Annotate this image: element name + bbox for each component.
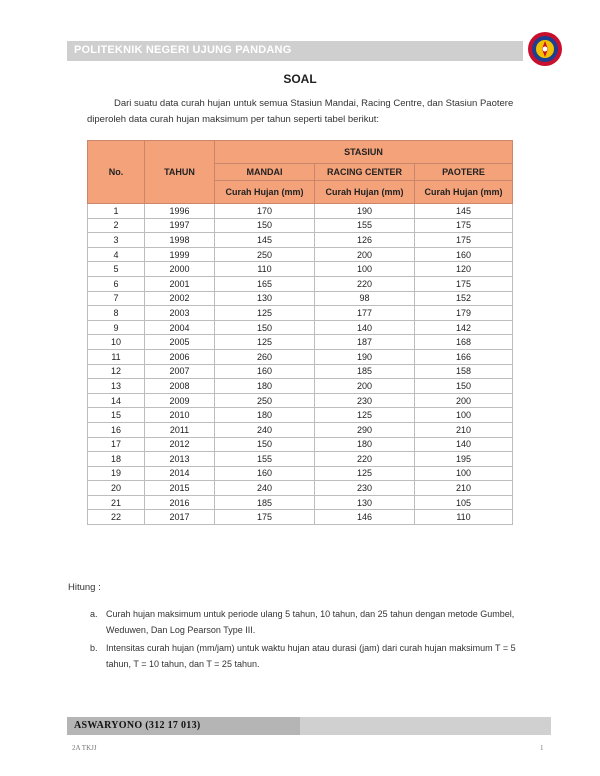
footer-author: ASWARYONO (312 17 013) bbox=[74, 720, 201, 731]
questions-heading: Hitung : bbox=[68, 582, 101, 593]
question-item-a bbox=[90, 606, 530, 638]
rainfall-table bbox=[87, 140, 513, 525]
cell-racing-center: 180 bbox=[315, 437, 415, 452]
page-number: 1 bbox=[540, 744, 544, 752]
table-row bbox=[88, 422, 513, 437]
intro-line-1: Dari suatu data curah hujan untuk semua Stasiun Mandai, Racing Centre, dan Stasiun Paotere bbox=[114, 98, 514, 109]
cell-tahun: 2006 bbox=[145, 349, 215, 364]
table-row bbox=[88, 379, 513, 394]
col-header-mandai: MANDAI bbox=[215, 164, 315, 181]
cell-mandai: 150 bbox=[215, 437, 315, 452]
cell-no: 13 bbox=[88, 379, 145, 394]
cell-mandai: 125 bbox=[215, 306, 315, 321]
unit-header-racing-center: Curah Hujan (mm) bbox=[315, 181, 415, 204]
cell-mandai: 160 bbox=[215, 364, 315, 379]
cell-no: 18 bbox=[88, 452, 145, 467]
intro-line-2: diperoleh data curah hujan maksimum per tahun seperti tabel berikut: bbox=[87, 114, 380, 125]
cell-racing-center: 230 bbox=[315, 481, 415, 496]
cell-paotere: 120 bbox=[415, 262, 513, 277]
cell-paotere: 210 bbox=[415, 422, 513, 437]
cell-racing-center: 230 bbox=[315, 393, 415, 408]
cell-paotere: 200 bbox=[415, 393, 513, 408]
table-row bbox=[88, 364, 513, 379]
cell-racing-center: 200 bbox=[315, 247, 415, 262]
cell-racing-center: 220 bbox=[315, 276, 415, 291]
cell-paotere: 110 bbox=[415, 510, 513, 525]
cell-no: 21 bbox=[88, 495, 145, 510]
table-row bbox=[88, 247, 513, 262]
col-header-no: No. bbox=[88, 141, 145, 204]
cell-no: 19 bbox=[88, 466, 145, 481]
col-header-racing-center: RACING CENTER bbox=[315, 164, 415, 181]
cell-paotere: 175 bbox=[415, 276, 513, 291]
col-header-stasiun: STASIUN bbox=[215, 141, 513, 164]
cell-tahun: 2004 bbox=[145, 320, 215, 335]
cell-racing-center: 125 bbox=[315, 466, 415, 481]
cell-tahun: 2000 bbox=[145, 262, 215, 277]
cell-racing-center: 130 bbox=[315, 495, 415, 510]
cell-racing-center: 185 bbox=[315, 364, 415, 379]
question-marker: b. bbox=[90, 643, 98, 653]
question-marker: a. bbox=[90, 609, 98, 619]
cell-paotere: 100 bbox=[415, 408, 513, 423]
cell-mandai: 125 bbox=[215, 335, 315, 350]
col-header-tahun: TAHUN bbox=[145, 141, 215, 204]
table-row bbox=[88, 495, 513, 510]
cell-paotere: 166 bbox=[415, 349, 513, 364]
cell-tahun: 2016 bbox=[145, 495, 215, 510]
cell-racing-center: 125 bbox=[315, 408, 415, 423]
cell-racing-center: 126 bbox=[315, 233, 415, 248]
question-item-b bbox=[90, 640, 530, 672]
table-row bbox=[88, 452, 513, 467]
table-row bbox=[88, 218, 513, 233]
table-row bbox=[88, 233, 513, 248]
cell-no: 12 bbox=[88, 364, 145, 379]
cell-mandai: 145 bbox=[215, 233, 315, 248]
cell-paotere: 100 bbox=[415, 466, 513, 481]
cell-tahun: 2007 bbox=[145, 364, 215, 379]
cell-racing-center: 220 bbox=[315, 452, 415, 467]
table-row bbox=[88, 291, 513, 306]
cell-paotere: 150 bbox=[415, 379, 513, 394]
cell-tahun: 1999 bbox=[145, 247, 215, 262]
institution-logo-icon bbox=[527, 31, 563, 67]
cell-mandai: 155 bbox=[215, 452, 315, 467]
cell-racing-center: 146 bbox=[315, 510, 415, 525]
table-row bbox=[88, 510, 513, 525]
cell-tahun: 2005 bbox=[145, 335, 215, 350]
cell-paotere: 142 bbox=[415, 320, 513, 335]
table-row bbox=[88, 393, 513, 408]
cell-mandai: 170 bbox=[215, 204, 315, 219]
cell-tahun: 2017 bbox=[145, 510, 215, 525]
cell-no: 6 bbox=[88, 276, 145, 291]
cell-no: 4 bbox=[88, 247, 145, 262]
footer-bar-light bbox=[300, 717, 551, 735]
cell-no: 14 bbox=[88, 393, 145, 408]
cell-tahun: 2014 bbox=[145, 466, 215, 481]
table-body bbox=[88, 204, 513, 525]
cell-racing-center: 187 bbox=[315, 335, 415, 350]
question-text: Intensitas curah hujan (mm/jam) untuk waktu hujan atau durasi (jam) dari curah hujan maksimum T = 5 tahun, T = 10 tahun, dan T = 25 tahun. bbox=[106, 643, 516, 669]
cell-mandai: 240 bbox=[215, 481, 315, 496]
cell-tahun: 2010 bbox=[145, 408, 215, 423]
question-list bbox=[90, 606, 530, 674]
cell-paotere: 152 bbox=[415, 291, 513, 306]
cell-racing-center: 290 bbox=[315, 422, 415, 437]
cell-racing-center: 98 bbox=[315, 291, 415, 306]
cell-paotere: 195 bbox=[415, 452, 513, 467]
cell-mandai: 185 bbox=[215, 495, 315, 510]
cell-racing-center: 177 bbox=[315, 306, 415, 321]
table-row bbox=[88, 320, 513, 335]
cell-tahun: 2015 bbox=[145, 481, 215, 496]
col-header-paotere: PAOTERE bbox=[415, 164, 513, 181]
table-row bbox=[88, 306, 513, 321]
cell-mandai: 175 bbox=[215, 510, 315, 525]
cell-no: 17 bbox=[88, 437, 145, 452]
cell-racing-center: 190 bbox=[315, 349, 415, 364]
cell-paotere: 175 bbox=[415, 218, 513, 233]
cell-paotere: 160 bbox=[415, 247, 513, 262]
cell-mandai: 165 bbox=[215, 276, 315, 291]
cell-no: 10 bbox=[88, 335, 145, 350]
cell-tahun: 2001 bbox=[145, 276, 215, 291]
cell-tahun: 2012 bbox=[145, 437, 215, 452]
footer-class: 2A TKJJ bbox=[72, 744, 97, 752]
cell-mandai: 180 bbox=[215, 379, 315, 394]
unit-header-mandai: Curah Hujan (mm) bbox=[215, 181, 315, 204]
cell-paotere: 158 bbox=[415, 364, 513, 379]
cell-racing-center: 200 bbox=[315, 379, 415, 394]
table-row bbox=[88, 204, 513, 219]
intro-paragraph bbox=[87, 96, 527, 128]
cell-mandai: 130 bbox=[215, 291, 315, 306]
cell-mandai: 250 bbox=[215, 393, 315, 408]
cell-paotere: 105 bbox=[415, 495, 513, 510]
cell-tahun: 1997 bbox=[145, 218, 215, 233]
cell-no: 8 bbox=[88, 306, 145, 321]
cell-mandai: 250 bbox=[215, 247, 315, 262]
cell-no: 2 bbox=[88, 218, 145, 233]
table-row bbox=[88, 276, 513, 291]
cell-tahun: 2009 bbox=[145, 393, 215, 408]
cell-mandai: 150 bbox=[215, 218, 315, 233]
cell-no: 16 bbox=[88, 422, 145, 437]
cell-no: 9 bbox=[88, 320, 145, 335]
cell-tahun: 2011 bbox=[145, 422, 215, 437]
cell-paotere: 168 bbox=[415, 335, 513, 350]
cell-no: 5 bbox=[88, 262, 145, 277]
cell-tahun: 2002 bbox=[145, 291, 215, 306]
unit-header-paotere: Curah Hujan (mm) bbox=[415, 181, 513, 204]
cell-mandai: 150 bbox=[215, 320, 315, 335]
cell-mandai: 260 bbox=[215, 349, 315, 364]
cell-tahun: 2008 bbox=[145, 379, 215, 394]
cell-mandai: 110 bbox=[215, 262, 315, 277]
cell-racing-center: 190 bbox=[315, 204, 415, 219]
cell-no: 20 bbox=[88, 481, 145, 496]
cell-racing-center: 100 bbox=[315, 262, 415, 277]
cell-racing-center: 140 bbox=[315, 320, 415, 335]
cell-tahun: 1998 bbox=[145, 233, 215, 248]
cell-no: 3 bbox=[88, 233, 145, 248]
table-row bbox=[88, 335, 513, 350]
table-row bbox=[88, 437, 513, 452]
cell-mandai: 160 bbox=[215, 466, 315, 481]
cell-tahun: 2003 bbox=[145, 306, 215, 321]
cell-tahun: 2013 bbox=[145, 452, 215, 467]
cell-paotere: 210 bbox=[415, 481, 513, 496]
cell-no: 11 bbox=[88, 349, 145, 364]
cell-mandai: 180 bbox=[215, 408, 315, 423]
cell-paotere: 140 bbox=[415, 437, 513, 452]
table-row bbox=[88, 408, 513, 423]
cell-paotere: 179 bbox=[415, 306, 513, 321]
institution-name: POLITEKNIK NEGERI UJUNG PANDANG bbox=[74, 44, 292, 56]
table-row bbox=[88, 466, 513, 481]
cell-racing-center: 155 bbox=[315, 218, 415, 233]
cell-tahun: 1996 bbox=[145, 204, 215, 219]
cell-paotere: 145 bbox=[415, 204, 513, 219]
cell-no: 22 bbox=[88, 510, 145, 525]
table-row bbox=[88, 262, 513, 277]
cell-no: 15 bbox=[88, 408, 145, 423]
question-text: Curah hujan maksimum untuk periode ulang 5 tahun, 10 tahun, dan 25 tahun dengan metode Gumbel, Weduwen, Dan Log Pearson Type III. bbox=[106, 609, 515, 635]
cell-mandai: 240 bbox=[215, 422, 315, 437]
cell-no: 7 bbox=[88, 291, 145, 306]
table-row bbox=[88, 349, 513, 364]
cell-no: 1 bbox=[88, 204, 145, 219]
table-row bbox=[88, 481, 513, 496]
page-title: SOAL bbox=[283, 72, 317, 86]
cell-paotere: 175 bbox=[415, 233, 513, 248]
